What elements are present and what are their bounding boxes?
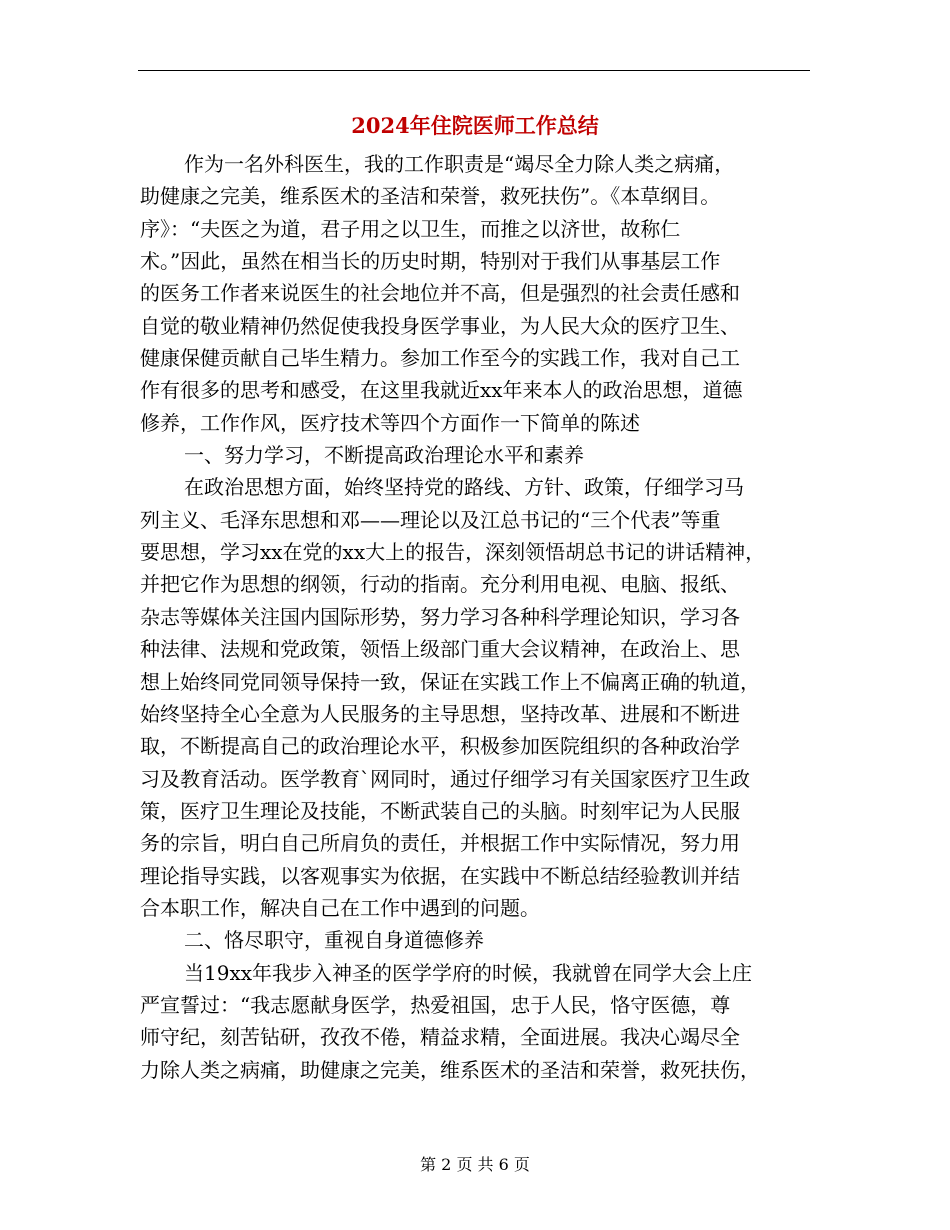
paragraph-line: 自觉的敬业精神仍然促使我投身医学事业，为人民大众的医疗卫生、 [140, 313, 740, 338]
paragraph-line: 当19xx年我步入神圣的医学学府的时候，我就曾在同学大会上庄 [184, 960, 753, 985]
paragraph-line: 作有很多的思考和感受，在这里我就近xx年来本人的政治思想，道德 [140, 378, 743, 403]
paragraph-line: 合本职工作，解决自己在工作中遇到的问题。 [140, 895, 540, 920]
paragraph-line: 始终坚持全心全意为人民服务的主导思想，坚持改革、进展和不断进 [140, 701, 740, 726]
paragraph-line: 健康保健贡献自己毕生精力。参加工作至今的实践工作，我对自己工 [140, 346, 740, 371]
paragraph-line: 杂志等媒体关注国内国际形势，努力学习各种科学理论知识，学习各 [140, 604, 740, 629]
document-title: 2024年住院医师工作总结 [351, 113, 599, 138]
paragraph-line: 严宣誓过：“我志愿献身医学，热爱祖国，忠于人民，恪守医德，尊 [140, 992, 731, 1017]
page-footer: 第 2 页 共 6 页 [420, 1155, 530, 1174]
paragraph-line: 策，医疗卫生理论及技能，不断武装自己的头脑。时刻牢记为人民服 [140, 798, 740, 823]
section-heading: 一、努力学习，不断提高政治理论水平和素养 [184, 443, 584, 468]
paragraph-line: 并把它作为思想的纲领，行动的指南。充分利用电视、电脑、报纸、 [140, 572, 740, 597]
paragraph-line: 取，不断提高自己的政治理论水平，积极参加医院组织的各种政治学 [140, 734, 740, 759]
paragraph-line: 要思想，学习xx在党的xx大上的报告，深刻领悟胡总书记的讲话精神， [140, 540, 766, 565]
paragraph-line: 作为一名外科医生，我的工作职责是“竭尽全力除人类之病痛， [184, 152, 735, 176]
paragraph-line: 想上始终同党同领导保持一致，保证在实践工作上不偏离正确的轨道， [140, 669, 760, 694]
paragraph-line: 务的宗旨，明白自己所肩负的责任，并根据工作中实际情况，努力用 [140, 831, 740, 856]
paragraph-line: 助健康之完美，维系医术的圣洁和荣誉，救死扶伤”。《本草纲目。 [140, 184, 721, 209]
paragraph-line: 习及教育活动。医学教育`网同时，通过仔细学习有关国家医疗卫生政 [140, 766, 750, 791]
paragraph-line: 力除人类之病痛，助健康之完美，维系医术的圣洁和荣誉，救死扶伤， [140, 1057, 760, 1082]
paragraph-line: 师守纪，刻苦钻研，孜孜不倦，精益求精，全面进展。我决心竭尽全 [140, 1025, 740, 1050]
paragraph-line: 的医务工作者来说医生的社会地位并不高，但是强烈的社会责任感和 [140, 281, 740, 306]
paragraph-line: 在政治思想方面，始终坚持党的路线、方针、政策，仔细学习马 [184, 475, 744, 500]
paragraph-line: 序》：“夫医之为道，君子用之以卫生，而推之以济世，故称仁 [140, 216, 681, 241]
paragraph-line: 术。”因此，虽然在相当长的历史时期，特别对于我们从事基层工作 [140, 249, 721, 274]
header-rule [138, 70, 810, 71]
document-body [140, 148, 830, 1086]
paragraph-line: 理论指导实践，以客观事实为依据，在实践中不断总结经验教训并结 [140, 863, 740, 888]
paragraph-line: 修养，工作作风，医疗技术等四个方面作一下简单的陈述 [140, 410, 640, 435]
paragraph-line: 列主义、毛泽东思想和邓——理论以及江总书记的“三个代表”等重 [140, 507, 721, 532]
section-heading: 二、恪尽职守，重视自身道德修养 [184, 928, 484, 953]
paragraph-line: 种法律、法规和党政策，领悟上级部门重大会议精神，在政治上、思 [140, 637, 740, 662]
